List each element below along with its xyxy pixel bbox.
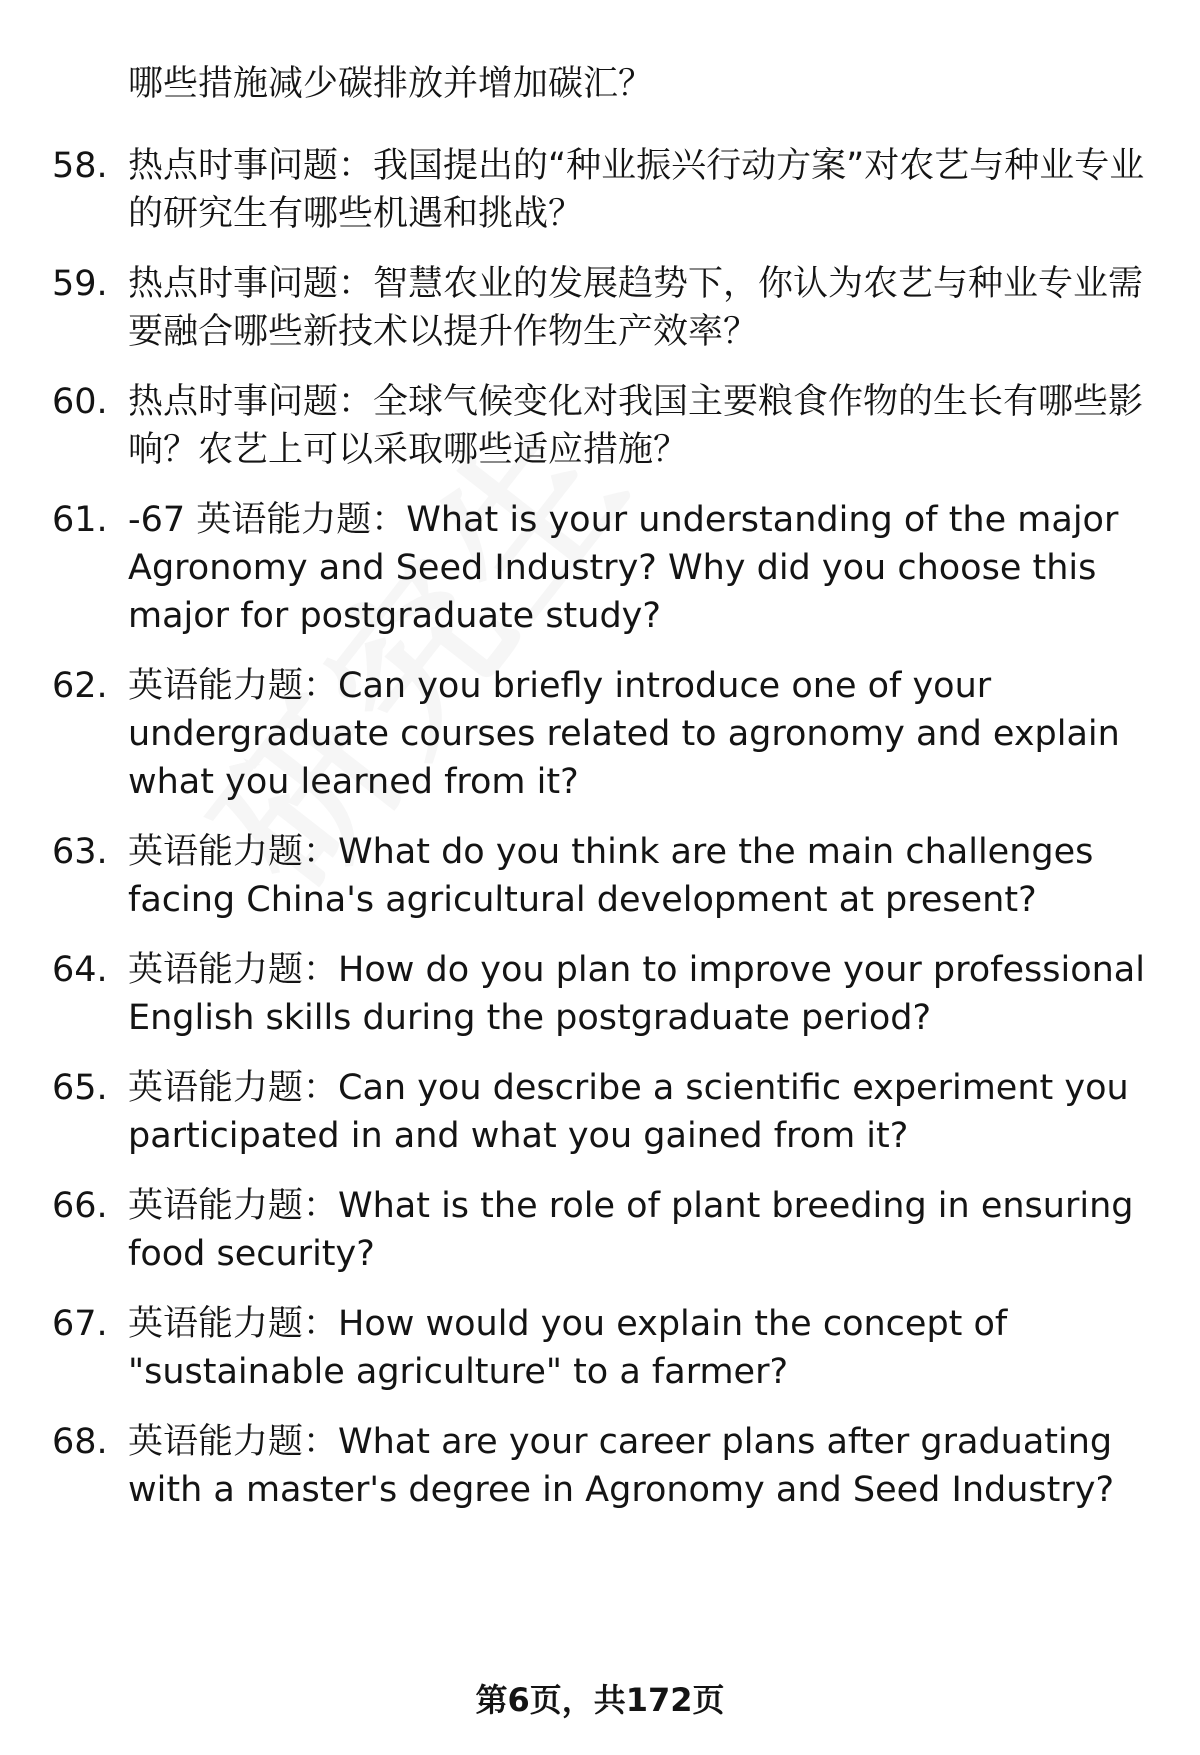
question-item: [52, 142, 1162, 238]
question-number: 59.: [52, 264, 108, 304]
page-footer: 第6页，共172页: [475, 1681, 725, 1719]
question-text: 英语能力题：What is the role of plant breeding in ensuring food security?: [128, 1186, 1134, 1274]
question-text: 热点时事问题：我国提出的“种业振兴行动方案”对农艺与种业专业的研究生有哪些机遇和挑战？: [128, 146, 1145, 234]
question-item: [52, 662, 1162, 806]
question-number: 67.: [52, 1304, 108, 1344]
question-number: 61.: [52, 500, 108, 540]
question-item: [52, 1300, 1162, 1396]
question-item: [52, 1418, 1162, 1514]
question-number: 65.: [52, 1068, 108, 1108]
question-list: [52, 142, 1162, 1514]
question-item: [52, 378, 1162, 474]
question-number: 58.: [52, 146, 108, 186]
continuation-text: 哪些措施减少碳排放并增加碳汇？: [128, 64, 654, 104]
question-text: -67 英语能力题：What is your understanding of the major Agronomy and Seed Industry? Why did you choose this major for postgraduate study?: [128, 500, 1119, 636]
question-text: 热点时事问题：全球气候变化对我国主要粮食作物的生长有哪些影响？农艺上可以采取哪些适应措施？: [128, 382, 1144, 470]
question-number: 62.: [52, 666, 108, 706]
question-text: 英语能力题：Can you describe a scientific experiment you participated in and what you gained from it?: [128, 1068, 1129, 1156]
question-text: 英语能力题：How would you explain the concept of "sustainable agriculture" to a farmer?: [128, 1304, 1008, 1392]
question-number: 66.: [52, 1186, 108, 1226]
question-item: [52, 260, 1162, 356]
question-item: [52, 828, 1162, 924]
question-number: 63.: [52, 832, 108, 872]
question-item: [52, 946, 1162, 1042]
question-item: [52, 496, 1162, 640]
question-text: 英语能力题：What are your career plans after graduating with a master's degree in Agronomy and Seed Industry?: [128, 1422, 1115, 1510]
question-text: 英语能力题：Can you briefly introduce one of your undergraduate courses related to agronomy and explain what you learned from it?: [128, 666, 1120, 802]
question-text: 英语能力题：What do you think are the main challenges facing China's agricultural development at present?: [128, 832, 1094, 920]
question-text: 热点时事问题：智慧农业的发展趋势下，你认为农艺与种业专业需要融合哪些新技术以提升作物生产效率？: [128, 264, 1144, 352]
question-number: 68.: [52, 1422, 108, 1462]
question-number: 60.: [52, 382, 108, 422]
question-text: 英语能力题：How do you plan to improve your professional English skills during the postgraduate period?: [128, 950, 1145, 1038]
question-number: 64.: [52, 950, 108, 990]
question-item: [52, 1064, 1162, 1160]
question-item: [52, 1182, 1162, 1278]
